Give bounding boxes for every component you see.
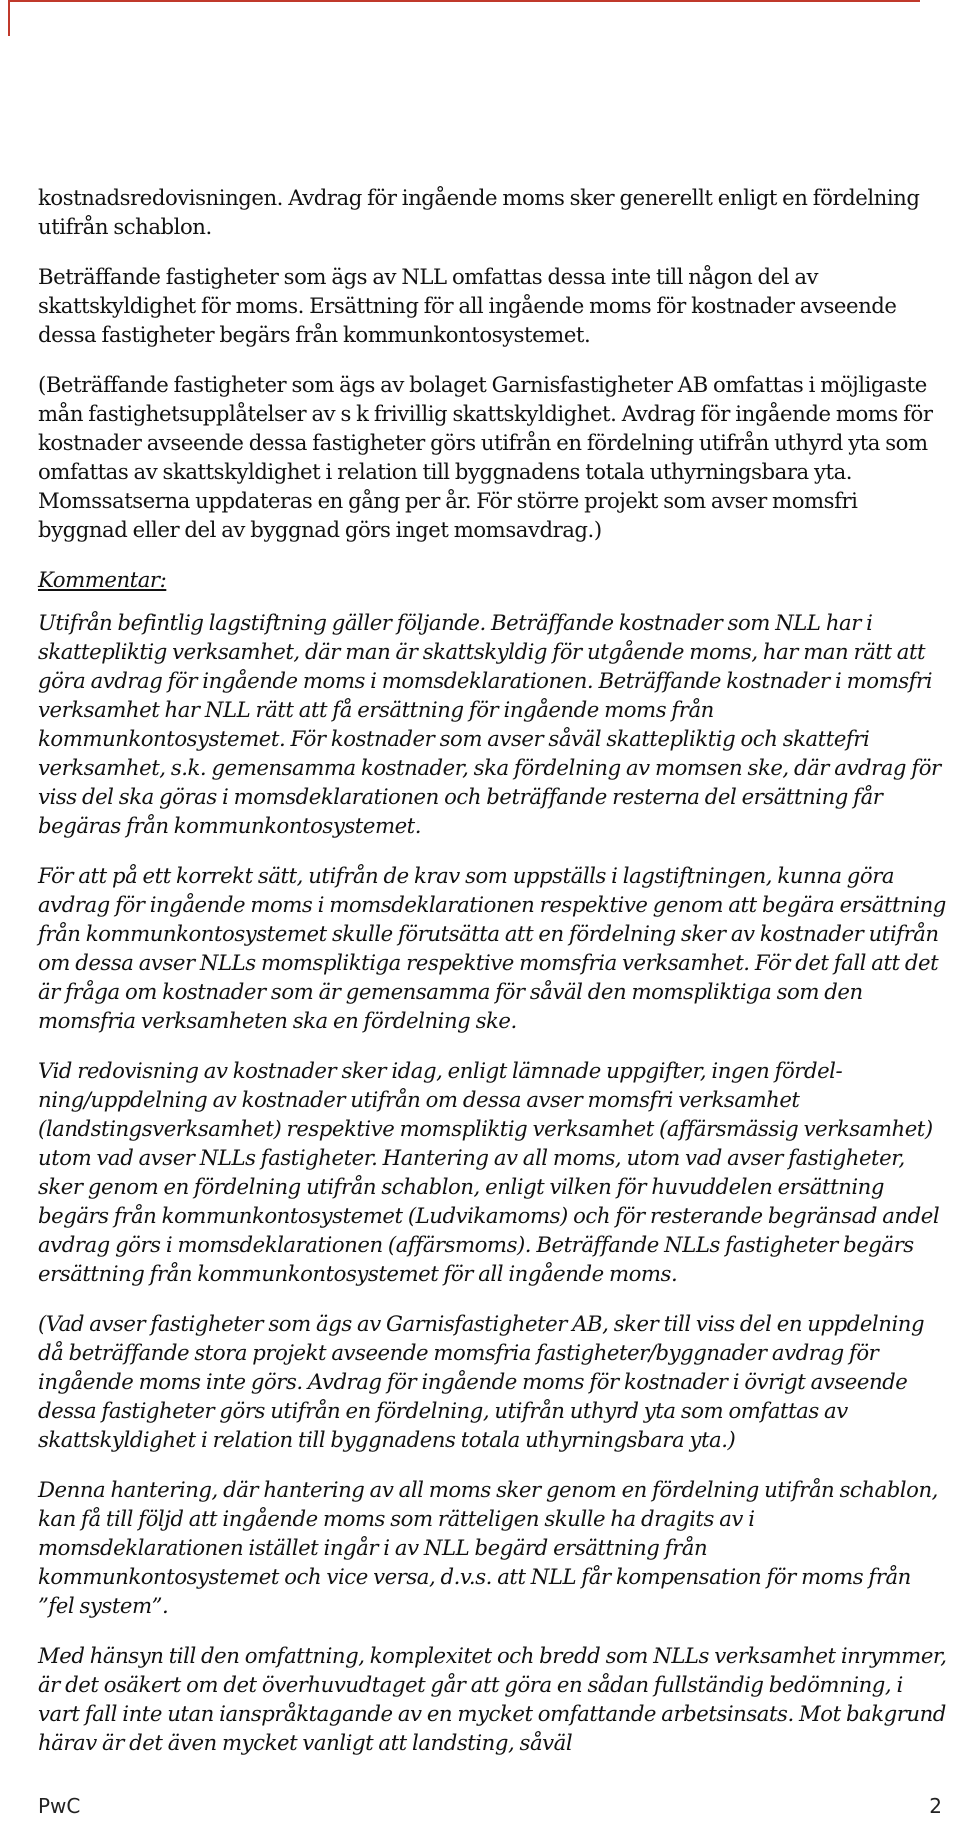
paragraph-nll-properties: Beträffande fastigheter som ägs av NLL omfattas dessa inte till någon del av skattskyldighet för moms. Ersättning för all ingående moms för kostnader avseende dessa fastigheter begärs från kommunkontosystemet. bbox=[38, 264, 897, 347]
footer-company: PwC bbox=[38, 1794, 81, 1818]
paragraph-cost-reporting: kostnadsredovisningen. Avdrag för ingående moms sker generellt enligt en fördelning utifrån schablon. bbox=[38, 185, 920, 239]
footer-page-number: 2 bbox=[929, 1794, 942, 1818]
paragraph-consequence: Denna hantering, där hantering av all moms sker genom en fördelning utifrån schablon, kan få till följd att ingående moms som rätteligen skulle ha dragits av i momsdeklarationen istället ingår i av NLL begärd ersättning från kommunkontosystemet och vice versa, d.v.s. att NLL får kompensation för moms från ”fel system”. bbox=[38, 1477, 938, 1618]
paragraph-complexity: Med hänsyn till den omfattning, komplexitet och bredd som NLLs verksamhet inrymmer, är det osäkert om det överhuvudtaget går att göra en sådan fullständig bedömning, i vart fall inte utan ianspråktagande av en mycket omfattande arbetsinsats. Mot bakgrund härav är det även mycket vanligt att landsting, såväl bbox=[38, 1643, 947, 1755]
paragraph-legislation: Utifrån befintlig lagstiftning gäller följande. Beträffande kostnader som NLL har i skattepliktig verksamhet, där man är skattskyldig för utgående moms, har man rätt att göra avdrag för ingående moms i momsdeklarationen. Beträffande kostnader i momsfri verksamhet har NLL rätt att få ersättning för ingående moms från kommunkontosystemet. För kostnader som avser såväl skattepliktig och skattefri verksamhet, s.k. gemensamma kostnader, ska fördelning av momsen ske, där avdrag för viss del ska göras i momsdeklarationen och beträffande resterna del ersättning får begäras från kommunkontosystemet. bbox=[38, 610, 941, 838]
page-corner-mark bbox=[8, 0, 920, 36]
paragraph-garnis-comment: (Vad avser fastigheter som ägs av Garnisfastigheter AB, sker till viss del en uppdelning då beträffande stora projekt avseende momsfria fastigheter/byggnader avdrag för ingående moms inte görs. Avdrag för ingående moms för kostnader i övrigt avseende dessa fastigheter görs utifrån en fördelning, utifrån uthyrd yta som omfattas av skattskyldighet i relation till byggnadens totala uthyrningsbara yta.) bbox=[38, 1311, 925, 1452]
comment-heading: Kommentar: bbox=[38, 567, 167, 592]
paragraph-current-reporting: Vid redovisning av kostnader sker idag, enligt lämnade uppgifter, ingen fördel-ning/uppdelning av kostnader utifrån om dessa avser momsfri verksamhet (landstingsverksamhet) respektive momspliktig verksamhet (affärsmässig verksamhet) utom vad avser NLLs fastigheter. Hantering av all moms, utom vad avser fastigheter, sker genom en fördelning utifrån schablon, enligt vilken för huvuddelen ersättning begärs från kommunkontosystemet (Ludvikamoms) och för resterande begränsad andel avdrag görs i momsdeklarationen (affärsmoms). Beträffande NLLs fastigheter begärs ersättning från kommunkontosystemet för all ingående moms. bbox=[38, 1058, 940, 1286]
document-body bbox=[38, 183, 948, 1778]
paragraph-garnis-properties: (Beträffande fastigheter som ägs av bolaget Garnisfastigheter AB omfattas i möjligaste mån fastighetsupplåtelser av s k frivillig skattskyldighet. Avdrag för ingående moms för kostnader avseende dessa fastigheter görs utifrån en fördelning utifrån uthyrd yta som omfattas av skattskyldighet i relation till byggnadens totala uthyrningsbara yta. Momssatserna uppdateras en gång per år. För större projekt som avser momsfri byggnad eller del av byggnad görs inget momsavdrag.) bbox=[38, 372, 933, 542]
paragraph-correct-deduction: För att på ett korrekt sätt, utifrån de krav som uppställs i lagstiftningen, kunna göra avdrag för ingående moms i momsdeklarationen respektive genom att begära ersättning från kommunkontosystemet skulle förutsätta att en fördelning sker av kostnader utifrån om dessa avser NLLs momspliktiga respektive momsfria verksamhet. För det fall att det är fråga om kostnader som är gemensamma för såväl den momspliktiga som den momsfria verksamheten ska en fördelning ske. bbox=[38, 863, 946, 1033]
